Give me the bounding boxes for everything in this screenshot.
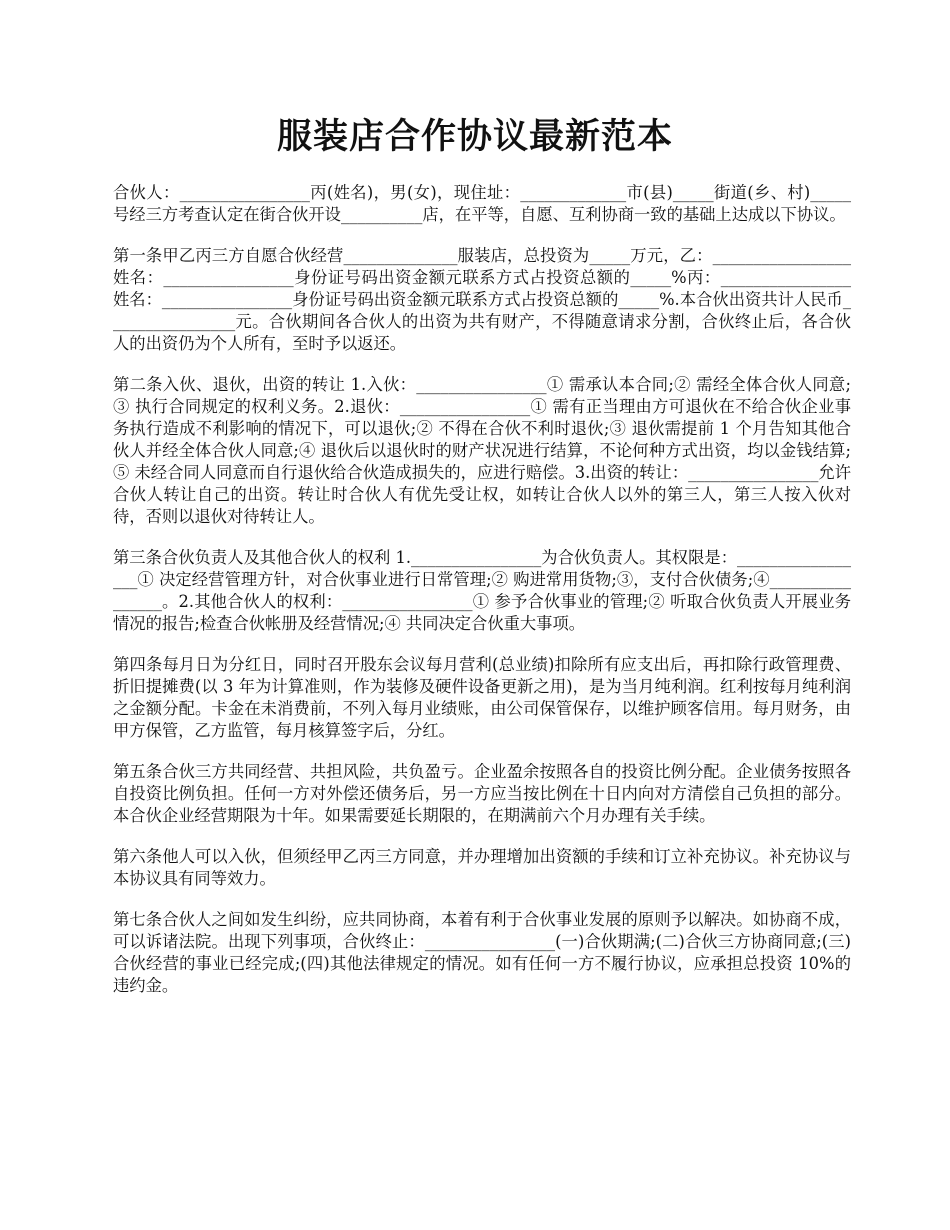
article-2-paragraph: 第二条入伙、退伙，出资的转让 1.入伙：________________① 需承认本合同;② 需经全体合伙人同意;③ 执行合同规定的权利义务。2.退伙：________________① 需有正当理由方可退伙在不给合伙企业事务执行造成不利影响的情况下，可以退伙;② 不得在合伙不利时退伙;③ 退伙需提前 1 个月告知其他合伙人并经全体合伙人同意;④ 退伙后以退伙时的财产状况进行结算，不论何种方式出资，均以金钱结算;⑤ 未经合同人同意而自行退伙给合伙造成损失的，应进行赔偿。3.出资的转让：________________允许合伙人转让自己的出资。转让时合伙人有优先受让权，如转让合伙人以外的第三人，第三人按入伙对待，否则以退伙对待转让人。	[113, 375, 851, 526]
article-6-paragraph: 第六条他人可以入伙，但须经甲乙丙三方同意，并办理增加出资额的手续和订立补充协议。补充协议与本协议具有同等效力。	[113, 847, 851, 888]
article-1-paragraph: 第一条甲乙丙三方自愿合伙经营______________服装店，总投资为_____万元，乙：_________________姓名：________________身份证号码出资金额元联系方式占投资总额的_____%丙：________________姓名：________________身份证号码出资金额元联系方式占投资总额的_____%.本合伙出资共计人民币________________元。合伙期间各合伙人的出资为共有财产，不得随意请求分割，合伙终止后，各合伙人的出资仍为个人所有，至时予以返还。	[113, 246, 851, 353]
article-4-paragraph: 第四条每月日为分红日，同时召开股东会议每月营利(总业绩)扣除所有应支出后，再扣除行政管理费、折旧提摊费(以 3 年为计算准则，作为装修及硬件设备更新之用)，是为当月纯利润。红利按每月纯利润之金额分配。卡金在未消费前，不列入每月业绩账，由公司保管保存，以维护顾客信用。每月财务，由甲方保管，乙方监管，每月核算签字后，分红。	[113, 655, 851, 740]
intro-paragraph: 合伙人：________________丙(姓名)，男(女)，现住址：_____________市(县)_____街道(乡、村)_____号经三方考查认定在街合伙开设__________店，在平等，自愿、互利协商一致的基础上达成以下协议。	[113, 183, 851, 224]
document-title: 服装店合作协议最新范本	[276, 116, 673, 157]
document-body	[113, 182, 851, 1016]
article-7-paragraph: 第七条合伙人之间如发生纠纷，应共同协商，本着有利于合伙事业发展的原则予以解决。如协商不成，可以诉诸法院。出现下列事项，合伙终止：________________(一)合伙期满;(二)合伙三方协商同意;(三)合伙经营的事业已经完成;(四)其他法律规定的情况。如有任何一方不履行协议，应承担总投资 10%的违约金。	[113, 910, 851, 995]
article-5-paragraph: 第五条合伙三方共同经营、共担风险，共负盈亏。企业盈余按照各自的投资比例分配。企业债务按照各自投资比例负担。任何一方对外偿还债务后，另一方应当按比例在十日内向对方清偿自己负担的部分。本合伙企业经营期限为十年。如果需要延长期限的，在期满前六个月办理有关手续。	[113, 762, 851, 825]
article-3-paragraph: 第三条合伙负责人及其他合伙人的权利 1.________________为合伙负责人。其权限是：_________________① 决定经营管理方针，对合伙事业进行日常管理;② 购进常用货物;③，支付合伙债务;④________________。2.其他合伙人的权利：________________① 参予合伙事业的管理;② 听取合伙负责人开展业务情况的报告;检查合伙帐册及经营情况;④ 共同决定合伙重大事项。	[113, 548, 851, 633]
